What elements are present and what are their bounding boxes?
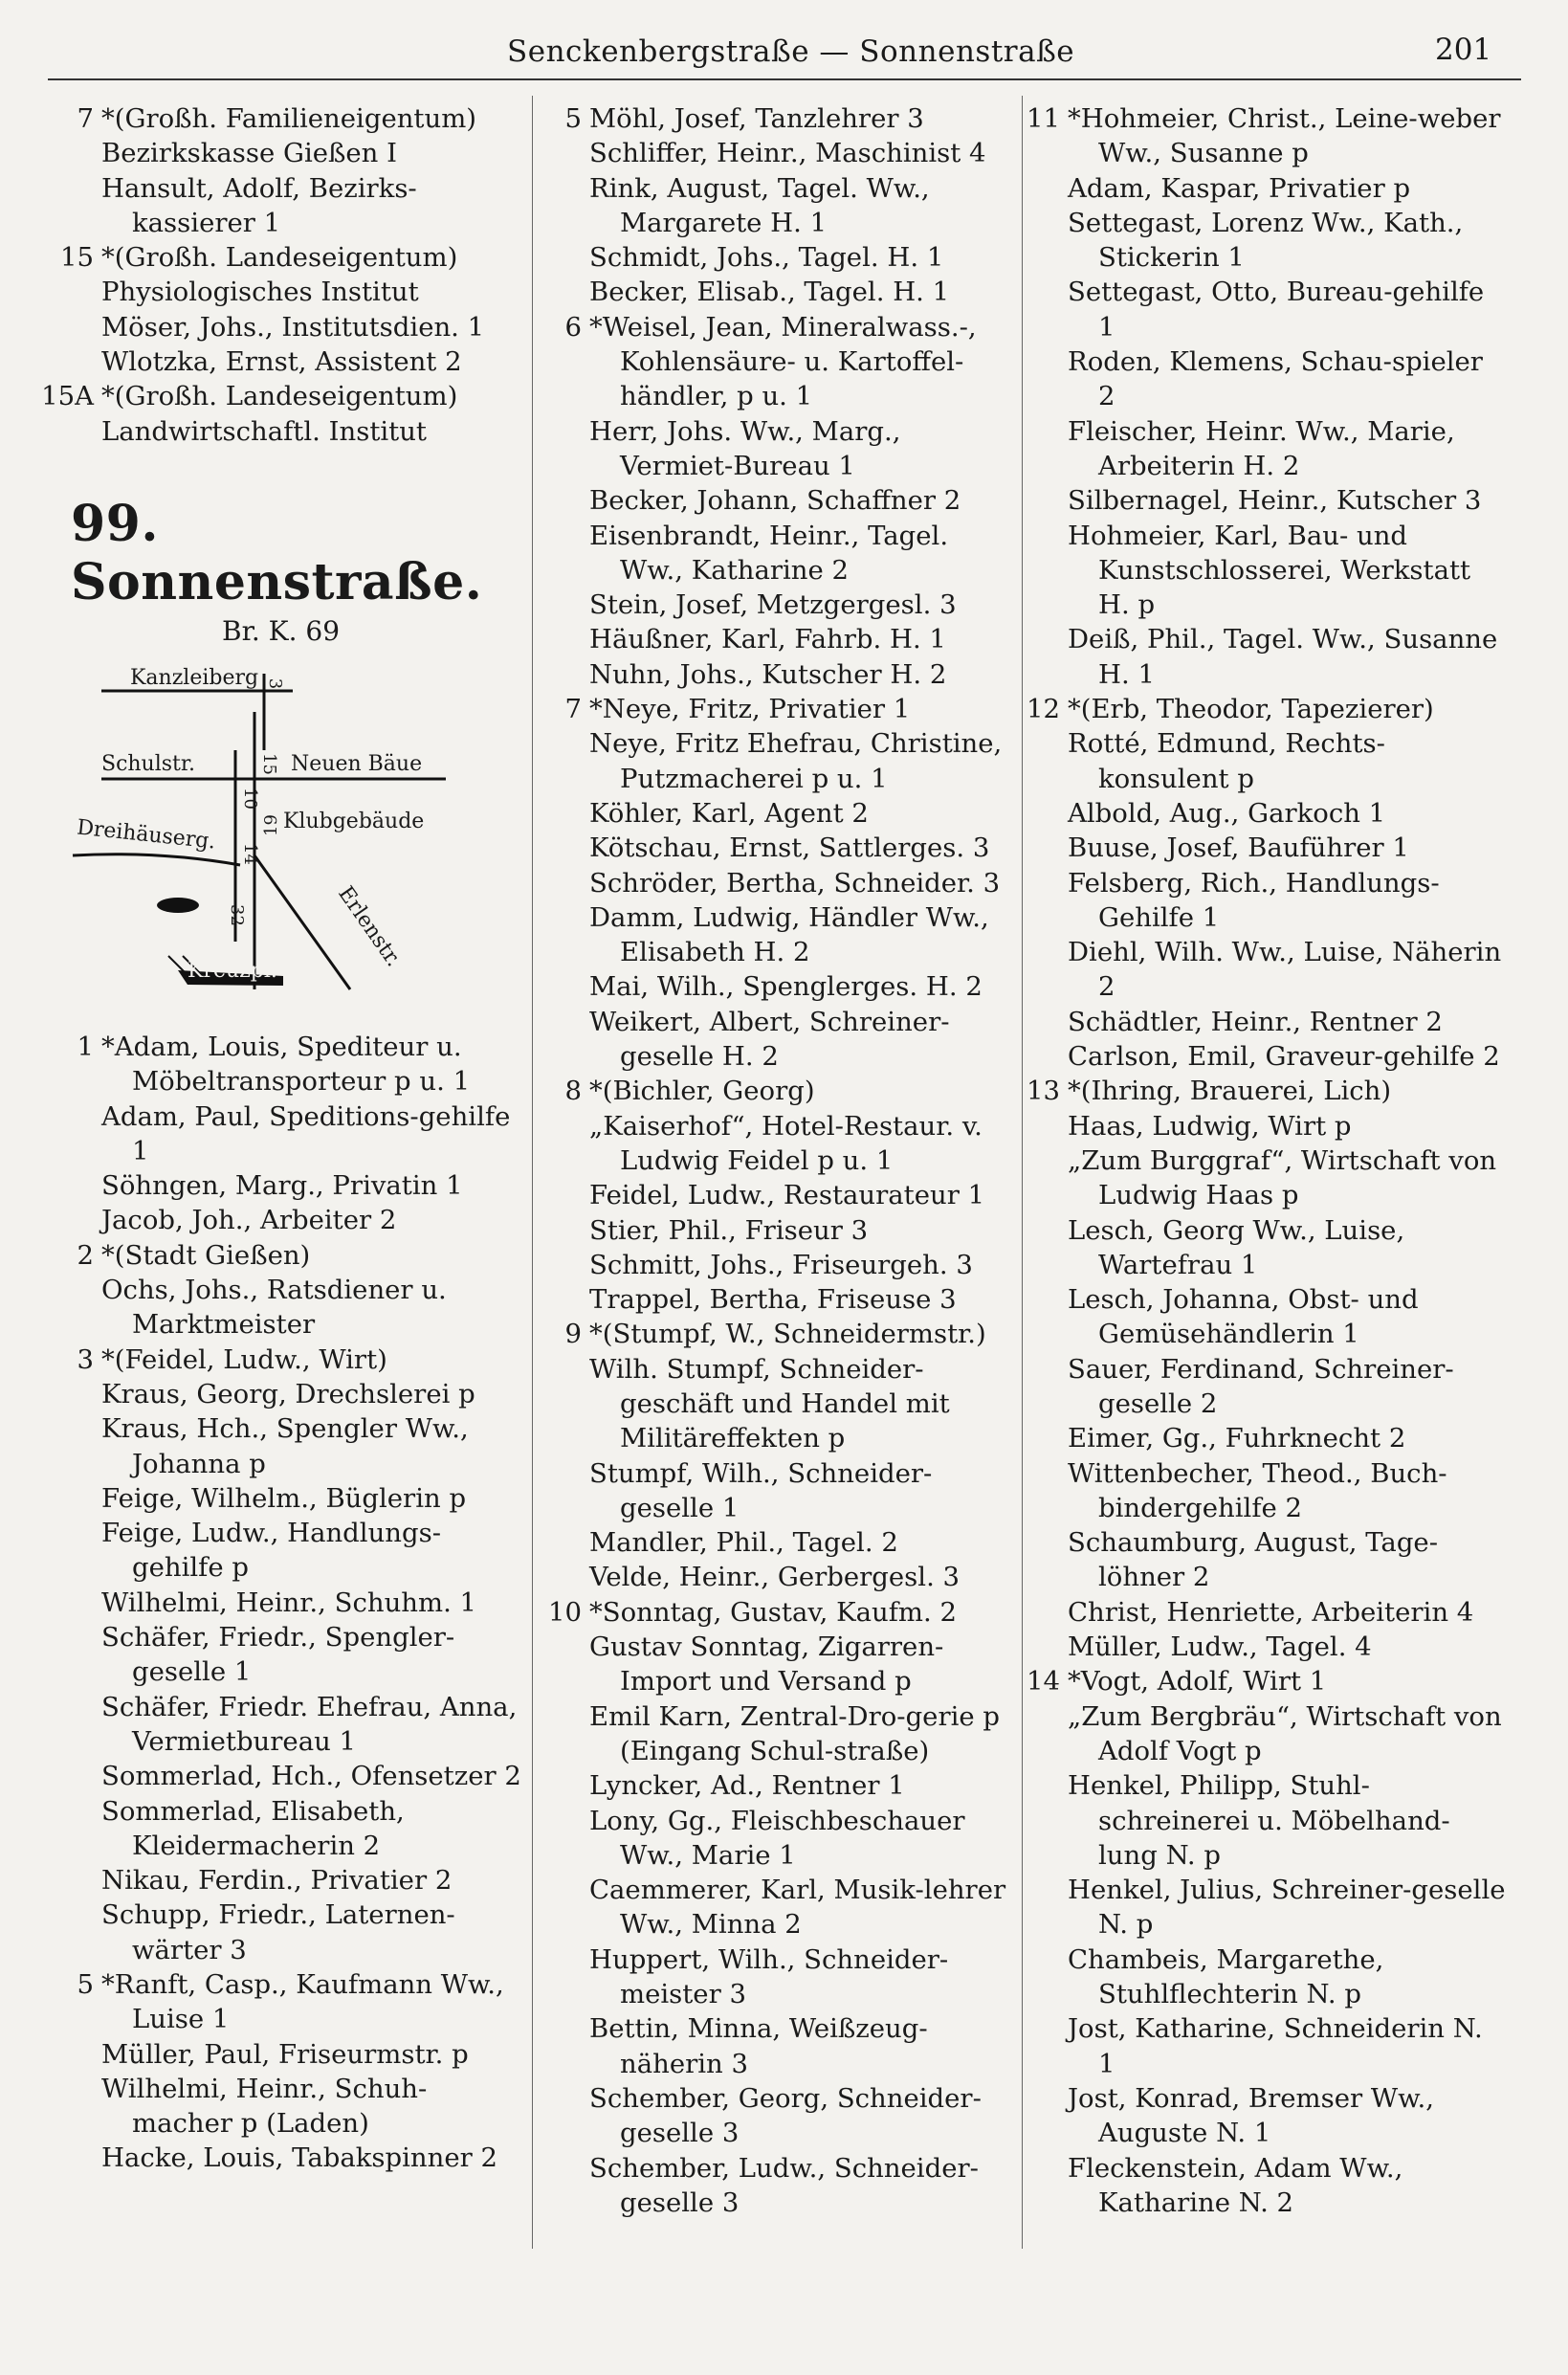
resident-line: Becker, Elisab., Tagel. H. 1 [589,277,950,308]
resident-line: Wilh. Stumpf, Schneider-geschäft und Handel mit Militäreffekten p [589,1353,950,1454]
map-label-neuen-baeue: Neuen Bäue [291,751,423,776]
resident-line: Schupp, Friedr., Laternen-wärter 3 [101,1899,455,1965]
resident-line: Wittenbecher, Theod., Buch-bindergehilfe 2 [1068,1457,1447,1523]
resident-line: Lesch, Johanna, Obst- und Gemüsehändlerin 1 [1068,1284,1419,1350]
house-entry [1029,1074,1508,1664]
resident-line: Caemmerer, Karl, Musik-lehrer Ww., Minna 2 [589,1875,1006,1941]
resident-line: Trappel, Bertha, Friseuse 3 [589,1284,957,1316]
resident-line: Albold, Aug., Garkoch 1 [1068,797,1386,829]
map-number-15: 15 [258,753,279,775]
house-number: 11 [1027,103,1060,134]
resident-line: Bettin, Minna, Weißzeug-näherin 3 [589,2013,928,2079]
resident-line: *Adam, Louis, Spediteur u. Möbeltransporteur p u. 1 [101,1031,471,1098]
map-label-dreihaeuserg: Dreihäuserg. [76,815,217,855]
house-number: 15 [60,242,94,274]
resident-line: Feige, Wilhelm., Büglerin p [101,1482,467,1514]
resident-line: Neye, Fritz Ehefrau, Christine, Putzmacherei p u. 1 [589,728,1003,794]
resident-line: Jost, Katharine, Schneiderin N. 1 [1068,2013,1483,2079]
resident-line: *Ranft, Casp., Kaufmann Ww., Luise 1 [101,1968,504,2035]
resident-line: Damm, Ludwig, Händler Ww., Elisabeth H. 2 [589,901,989,968]
resident-line: Henkel, Philipp, Stuhl-schreinerei u. Möbelhand-lung N. p [1068,1770,1450,1871]
resident-line: Velde, Heinr., Gerbergesl. 3 [589,1562,961,1593]
resident-line: Rotté, Edmund, Rechts-konsulent p [1068,728,1385,794]
resident-line: Landwirtschaftl. Institut [101,415,427,447]
house-number: 12 [1027,694,1060,725]
house-entry [1029,101,1508,692]
house-entry [551,101,1016,310]
section-reference: Br. K. 69 [222,614,341,647]
resident-line: Settegast, Otto, Bureau-gehilfe 1 [1068,277,1485,343]
map-number-3: 3 [265,677,286,690]
resident-line: Sauer, Ferdinand, Schreiner-geselle 2 [1068,1353,1454,1419]
resident-line: Buuse, Josef, Bauführer 1 [1068,832,1409,864]
map-label-kreuzpl: Kreuzpl. [188,958,277,983]
resident-line: *(Stadt Gießen) [101,1239,311,1271]
resident-line: Christ, Henriette, Arbeiterin 4 [1068,1596,1474,1628]
resident-line: Eisenbrandt, Heinr., Tagel. Ww., Katharine 2 [589,520,949,586]
resident-line: Schmitt, Johs., Friseurgeh. 3 [589,1249,973,1280]
resident-line: *Weisel, Jean, Mineralwass.-, Kohlensäure- u. Kartoffel-händler, p u. 1 [589,311,977,412]
resident-line: Lesch, Georg Ww., Luise, Wartefrau 1 [1068,1214,1405,1280]
resident-line: Diehl, Wilh. Ww., Luise, Näherin 2 [1068,937,1502,1003]
resident-line: Möhl, Josef, Tanzlehrer 3 [589,103,924,134]
house-entry [1029,692,1508,1074]
house-entry [551,1317,1016,1594]
column-rule-1 [532,96,533,2249]
resident-line: Feige, Ludw., Handlungs-gehilfe p [101,1518,442,1584]
resident-line: Schäfer, Friedr., Spengler-geselle 1 [101,1622,455,1688]
resident-line: Stein, Josef, Metzgergesl. 3 [589,589,957,621]
column-1-bottom-entries [63,1030,522,2176]
resident-line: Henkel, Julius, Schreiner-geselle N. p [1068,1875,1506,1941]
resident-line: Huppert, Wilh., Schneider-meister 3 [589,1943,949,2010]
resident-line: Schädtler, Heinr., Rentner 2 [1068,1006,1443,1037]
house-number: 5 [564,103,582,134]
resident-line: Lyncker, Ad., Rentner 1 [589,1770,905,1802]
resident-line: Wilhelmi, Heinr., Schuh-macher p (Laden) [101,2073,428,2140]
column-2 [548,101,1016,2220]
map-number-32: 32 [226,904,247,926]
resident-line: *(Bichler, Georg) [589,1076,815,1107]
map-ink-blot [157,898,199,913]
house-number: 3 [77,1343,94,1375]
house-number: 10 [548,1596,582,1628]
house-entry [63,1238,522,1343]
resident-line: Sommerlad, Elisabeth, Kleidermacherin 2 [101,1795,405,1861]
resident-line: Eimer, Gg., Fuhrknecht 2 [1068,1423,1406,1454]
resident-line: Physiologisches Institut [101,277,419,308]
resident-line: *Vogt, Adolf, Wirt 1 [1068,1666,1327,1698]
resident-line: Möser, Johs., Institutsdien. 1 [101,311,485,343]
resident-line: Sommerlad, Hch., Ofensetzer 2 [101,1761,521,1792]
house-entry [551,1074,1016,1317]
map-road-dreihaeuserg [73,855,240,865]
house-number: 6 [564,311,582,343]
resident-line: *Sonntag, Gustav, Kaufm. 2 [589,1596,957,1628]
map-label-schulstr: Schulstr. [101,751,195,776]
resident-line: Wlotzka, Ernst, Assistent 2 [101,346,462,378]
resident-line: Schember, Georg, Schneider-geselle 3 [589,2082,982,2149]
house-number: 9 [564,1319,582,1350]
resident-line: Wilhelmi, Heinr., Schuhm. 1 [101,1587,477,1618]
page-number: 201 [1435,33,1492,67]
house-number: 8 [564,1076,582,1107]
house-entry [63,1343,522,1967]
resident-line: Hacke, Louis, Tabakspinner 2 [101,2142,497,2174]
resident-line: Feidel, Ludw., Restaurateur 1 [589,1180,985,1211]
resident-line: Settegast, Lorenz Ww., Kath., Stickerin 1 [1068,207,1464,274]
house-entry [41,379,522,449]
resident-line: Söhngen, Marg., Privatin 1 [101,1170,463,1202]
house-number: 5 [77,1968,94,2000]
resident-line: Schaumburg, August, Tage-löhner 2 [1068,1527,1438,1593]
resident-line: Lony, Gg., Fleischbeschauer Ww., Marie 1 [589,1805,965,1871]
resident-line: Kraus, Hch., Spengler Ww., Johanna p [101,1413,469,1479]
resident-line: Stier, Phil., Friseur 3 [589,1214,869,1246]
resident-line: „Kaiserhof“, Hotel-Restaur. v. Ludwig Feidel p u. 1 [589,1110,983,1176]
house-entry [551,692,1016,1074]
map-label-kanzleiberg: Kanzleiberg [130,665,259,690]
house-entry [548,1595,1016,2220]
section-title: 99. Sonnenstraße. [71,494,483,611]
resident-line: Jost, Konrad, Bremser Ww., Auguste N. 1 [1068,2082,1434,2149]
house-number: 14 [1027,1666,1060,1698]
resident-line: Schember, Ludw., Schneider-geselle 3 [589,2152,979,2218]
resident-line: *(Feidel, Ludw., Wirt) [101,1343,387,1375]
resident-line: Mai, Wilh., Spenglerges. H. 2 [589,971,983,1003]
house-number: 1 [77,1031,94,1062]
resident-line: Müller, Ludw., Tagel. 4 [1068,1631,1372,1663]
resident-line: Becker, Johann, Schaffner 2 [589,485,961,517]
house-number: 15A [41,381,94,412]
resident-line: Fleischer, Heinr. Ww., Marie, Arbeiterin H. 2 [1068,415,1455,481]
resident-line: Roden, Klemens, Schau-spieler 2 [1068,346,1483,412]
house-number: 2 [77,1239,94,1271]
resident-line: *(Großh. Familieneigentum) [101,103,476,134]
resident-line: Bezirkskasse Gießen I [101,138,397,169]
resident-line: Stumpf, Wilh., Schneider-geselle 1 [589,1457,933,1523]
resident-line: Felsberg, Rich., Handlungs-Gehilfe 1 [1068,867,1440,933]
resident-line: Kötschau, Ernst, Sattlerges. 3 [589,832,990,864]
house-number: 7 [77,103,94,134]
resident-line: Weikert, Albert, Schreiner-geselle H. 2 [589,1006,950,1073]
resident-line: „Zum Burggraf“, Wirtschaft von Ludwig Haas p [1068,1144,1497,1211]
resident-line: Adam, Paul, Speditions-gehilfe 1 [101,1100,511,1166]
house-entry [63,1030,522,1238]
resident-line: Herr, Johs. Ww., Marg., Vermiet-Bureau 1 [589,415,901,481]
house-entry [60,240,522,379]
column-1 [41,101,522,2176]
resident-line: Carlson, Emil, Graveur-gehilfe 2 [1068,1041,1500,1073]
resident-line: Mandler, Phil., Tagel. 2 [589,1527,898,1559]
map-label-klubgebaeude: Klubgebäude [283,809,425,833]
resident-line: Schröder, Bertha, Schneider. 3 [589,867,1001,899]
running-head: Senckenbergstraße — Sonnenstraße [507,34,1075,69]
resident-line: Chambeis, Margarethe, Stuhlflechterin N. p [1068,1943,1384,2010]
resident-line: Schäfer, Friedr. Ehefrau, Anna, Vermietbureau 1 [101,1691,518,1757]
resident-line: *(Ihring, Brauerei, Lich) [1068,1076,1392,1107]
map-number-14: 14 [239,843,260,865]
map-number-19: 19 [260,814,281,836]
resident-line: Fleckenstein, Adam Ww., Katharine N. 2 [1068,2152,1403,2218]
column-rule-2 [1022,96,1023,2249]
resident-line: Schmidt, Johs., Tagel. H. 1 [589,242,944,274]
house-number: 13 [1027,1076,1060,1107]
resident-line: Müller, Paul, Friseurmstr. p [101,2038,469,2070]
column-1-top-entries [41,101,522,449]
house-number: 7 [564,694,582,725]
resident-line: Deiß, Phil., Tagel. Ww., Susanne H. 1 [1068,624,1498,690]
resident-line: Hohmeier, Karl, Bau- und Kunstschlosserei, Werkstatt H. p [1068,520,1471,621]
resident-line: *(Erb, Theodor, Tapezierer) [1068,694,1434,725]
resident-line: *(Stumpf, W., Schneidermstr.) [589,1319,986,1350]
map-number-10: 10 [239,788,260,810]
resident-line: Jacob, Joh., Arbeiter 2 [101,1205,397,1236]
column-3 [1029,101,1508,2220]
resident-line: Silbernagel, Heinr., Kutscher 3 [1068,485,1482,517]
resident-line: Hansult, Adolf, Bezirks-kassierer 1 [101,172,417,238]
resident-line: Rink, August, Tagel. Ww., Margarete H. 1 [589,172,930,238]
resident-line: Häußner, Karl, Fahrb. H. 1 [589,624,946,655]
resident-line: „Zum Bergbräu“, Wirtschaft von Adolf Vogt p [1068,1700,1502,1766]
house-entry [551,310,1016,692]
house-entry [1029,1664,1508,2220]
street-map [63,655,484,1018]
resident-line: Nikau, Ferdin., Privatier 2 [101,1865,453,1897]
resident-line: Gustav Sonntag, Zigarren-Import und Versand p [589,1631,944,1698]
resident-line: *(Großh. Landeseigentum) [101,242,458,274]
map-label-erlenstr: Erlenstr. [333,881,406,971]
resident-line: *Hohmeier, Christ., Leine-weber Ww., Susanne p [1068,103,1501,169]
resident-line: Emil Karn, Zentral-Dro-gerie p (Eingang Schul-straße) [589,1700,1001,1766]
resident-line: *(Großh. Landeseigentum) [101,381,458,412]
resident-line: Schliffer, Heinr., Maschinist 4 [589,138,986,169]
resident-line: Adam, Kaspar, Privatier p [1068,172,1411,204]
resident-line: Ochs, Johs., Ratsdiener u. Marktmeister [101,1275,447,1341]
header-rule [48,78,1521,80]
resident-line: Köhler, Karl, Agent 2 [589,797,869,829]
resident-line: Kraus, Georg, Drechslerei p [101,1378,475,1409]
resident-line: Haas, Ludwig, Wirt p [1068,1110,1352,1142]
resident-line: *Neye, Fritz, Privatier 1 [589,694,911,725]
house-entry [63,101,522,240]
house-entry [63,1967,522,2176]
resident-line: Nuhn, Johs., Kutscher H. 2 [589,658,947,690]
